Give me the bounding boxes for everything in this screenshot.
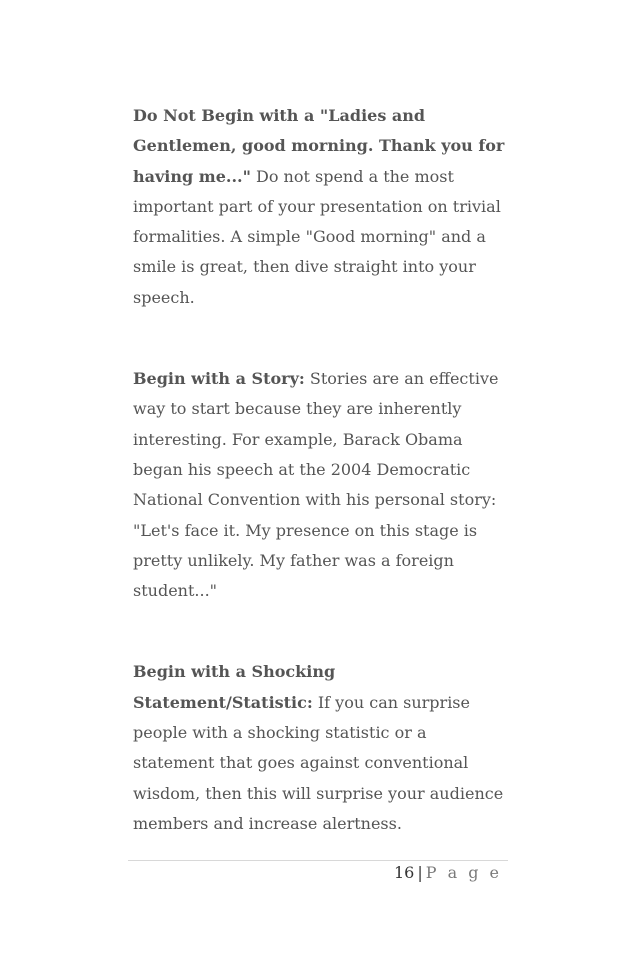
page-number: 16 xyxy=(393,863,415,882)
page-content xyxy=(133,101,513,839)
paragraph-lead: Begin with a Shocking Statement/Statistic: xyxy=(133,662,336,712)
paragraph-lead: Do Not Begin with a "Ladies and Gentlemen, good morning. Thank you for having me..." xyxy=(133,106,505,186)
paragraph-begin-with-story xyxy=(133,364,513,606)
paragraph-body: If you can surprise people with a shocking statistic or a statement that goes against conventional wisdom, then this will surprise your audience members and increase alertness. xyxy=(133,692,504,833)
paragraph-body: Do not spend a the most important part of your presentation on trivial formalities. A simple "Good morning" and a smile is great, then dive straight into your speech. xyxy=(133,166,501,307)
page-word: P a g e xyxy=(425,863,502,882)
page-footer xyxy=(394,863,502,882)
paragraph-body: Stories are an effective way to start because they are inherently interesting. For example, Barack Obama began his speech at the 2004 Democratic National Convention with his personal story: "Let's face it. My presence on this stage is pretty unlikely. My father was a foreign student..." xyxy=(133,369,499,601)
footer-separator: | xyxy=(417,863,423,882)
paragraph-gap xyxy=(133,313,513,364)
footer-divider xyxy=(128,860,508,861)
paragraph-gap xyxy=(133,606,513,657)
paragraph-no-ladies-and-gentlemen xyxy=(133,101,513,313)
paragraph-shocking-statement xyxy=(133,657,513,839)
paragraph-lead: Begin with a Story: xyxy=(133,369,305,389)
